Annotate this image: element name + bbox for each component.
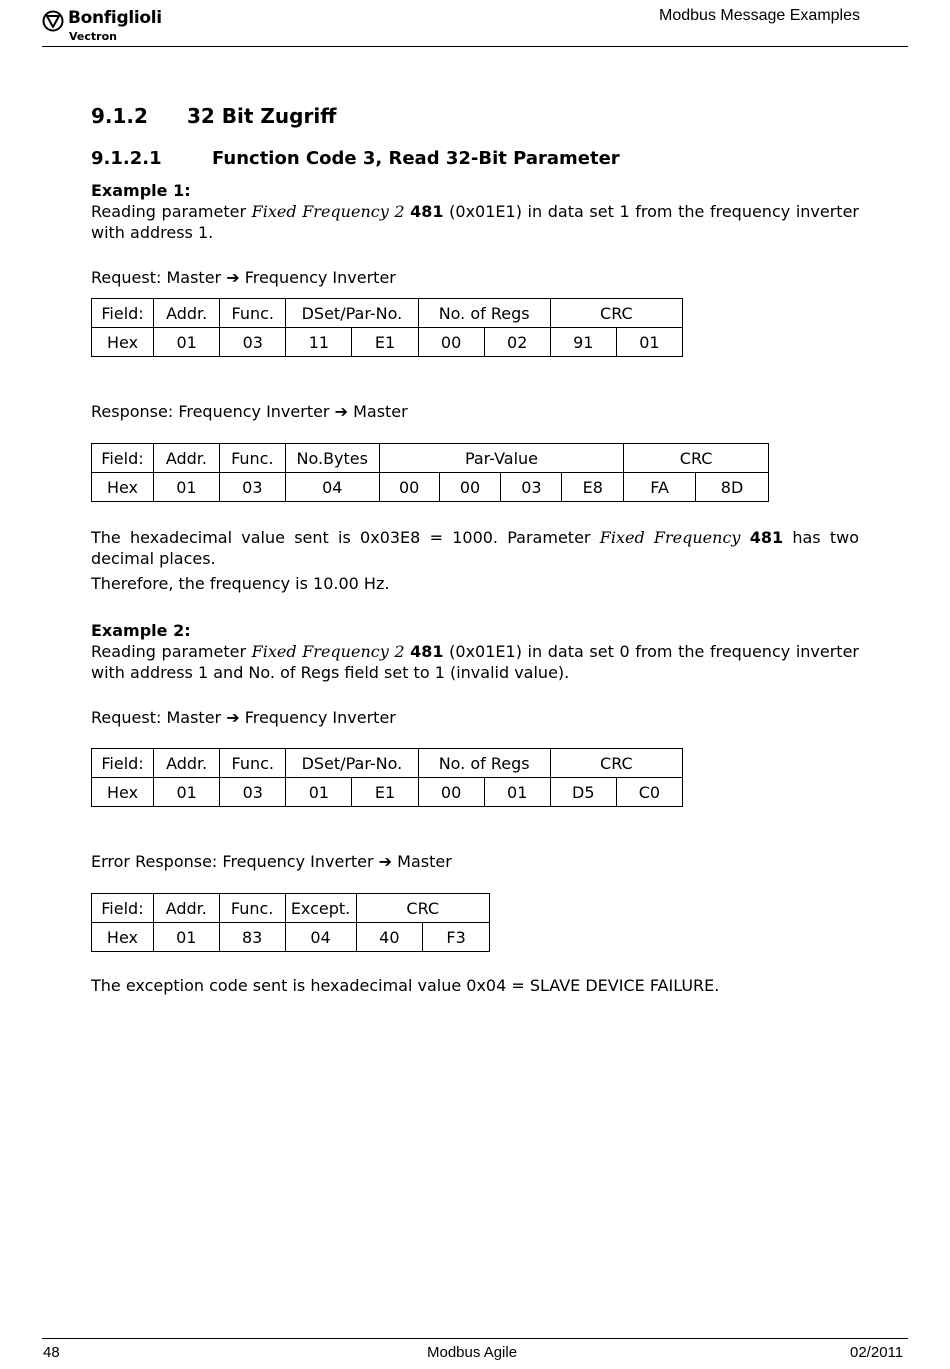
table-header-cell: DSet/Par-No. [286, 749, 418, 778]
table-cell: D5 [550, 778, 616, 807]
table-cell: 01 [616, 328, 682, 357]
table-header-cell: Func. [220, 749, 286, 778]
table-cell: E1 [352, 328, 418, 357]
table-cell: 01 [154, 778, 220, 807]
table-header-cell: Func. [220, 299, 286, 328]
table-header-cell: Func. [219, 894, 285, 923]
param-name: Fixed Frequency [599, 528, 741, 547]
example1-heading: Example 1: [91, 181, 191, 200]
example2-request-table [91, 748, 683, 807]
table-cell: 11 [286, 328, 352, 357]
table-cell: 00 [418, 328, 484, 357]
table-header-cell: No. of Regs [418, 749, 550, 778]
example2-error-table [91, 893, 490, 952]
table-header-cell: Addr. [154, 299, 220, 328]
table-cell: FA [624, 473, 696, 502]
table-cell: F3 [423, 923, 490, 952]
example2-request-label: Request: Master ➔ Frequency Inverter [91, 708, 396, 727]
example2-heading: Example 2: [91, 621, 191, 640]
brand-subname: Vectron [69, 30, 117, 43]
bonfiglioli-logo-icon [42, 10, 64, 32]
page-header-title: Modbus Message Examples [659, 7, 860, 24]
table-cell: 03 [501, 473, 562, 502]
table-header-cell: Addr. [153, 444, 219, 473]
subsection-title: Function Code 3, Read 32-Bit Parameter [212, 148, 620, 169]
table-cell: 01 [154, 328, 220, 357]
table-row-label: Hex [92, 778, 154, 807]
table-row-label: Hex [92, 473, 154, 502]
table-header-cell: Except. [285, 894, 356, 923]
table-header-cell: Field: [92, 444, 154, 473]
table-row [92, 894, 490, 923]
example1-description: Reading parameter Fixed Frequency 2 481 (0x01E1) in data set 1 from the frequency inverter with address 1. [91, 202, 859, 242]
example1-response-label: Response: Frequency Inverter ➔ Master [91, 402, 408, 421]
subsection-number: 9.1.2.1 [91, 148, 162, 169]
table-header-cell: Addr. [154, 749, 220, 778]
param-number: 481 [749, 528, 784, 547]
table-cell: 04 [285, 473, 379, 502]
example1-block [91, 180, 859, 243]
footer-document-title: Modbus Agile [427, 1344, 518, 1361]
table-header-cell: CRC [624, 444, 769, 473]
table-cell: 02 [484, 328, 550, 357]
param-name: Fixed Frequency 2 [251, 642, 405, 661]
example1-request-table [91, 298, 683, 357]
table-row [92, 749, 683, 778]
table-cell: 01 [153, 923, 219, 952]
table-cell: 03 [220, 328, 286, 357]
table-header-cell: Func. [219, 444, 285, 473]
table-header-cell: No.Bytes [285, 444, 379, 473]
table-cell: E8 [562, 473, 624, 502]
table-cell: 91 [550, 328, 616, 357]
table-cell: 8D [696, 473, 769, 502]
brand-name: Bonfiglioli [68, 8, 162, 28]
footer-date: 02/2011 [850, 1344, 904, 1361]
example2-note: The exception code sent is hexadecimal value 0x04 = SLAVE DEVICE FAILURE. [91, 976, 720, 995]
brand-logo [42, 8, 182, 44]
table-cell: 04 [285, 923, 356, 952]
table-cell: 00 [418, 778, 484, 807]
header-divider [42, 46, 908, 47]
example1-response-table [91, 443, 769, 502]
table-cell: 03 [219, 473, 285, 502]
table-cell: 01 [484, 778, 550, 807]
page-number: 48 [43, 1344, 60, 1361]
table-row [92, 444, 769, 473]
section-number: 9.1.2 [91, 104, 148, 128]
table-header-cell: Addr. [153, 894, 219, 923]
table-header-cell: No. of Regs [418, 299, 550, 328]
table-header-cell: Par-Value [379, 444, 624, 473]
table-row [92, 778, 683, 807]
table-header-cell: Field: [92, 749, 154, 778]
example1-result: Therefore, the frequency is 10.00 Hz. [91, 574, 390, 593]
table-header-cell: DSet/Par-No. [286, 299, 418, 328]
example2-block [91, 620, 859, 683]
example2-description: Reading parameter Fixed Frequency 2 481 (0x01E1) in data set 0 from the frequency inverter with address 1 and No. of Regs field set to 1 (invalid value). [91, 642, 859, 682]
table-row [92, 299, 683, 328]
param-name: Fixed Frequency 2 [251, 202, 405, 221]
example1-note: The hexadecimal value sent is 0x03E8 = 1000. Parameter Fixed Frequency 481 has two decimal places. [91, 528, 860, 568]
footer-divider [42, 1338, 908, 1339]
table-cell: 01 [286, 778, 352, 807]
table-header-cell: CRC [550, 749, 682, 778]
table-cell: E1 [352, 778, 418, 807]
table-row [92, 328, 683, 357]
table-cell: 00 [379, 473, 439, 502]
section-title: 32 Bit Zugriff [187, 104, 337, 128]
table-row [92, 473, 769, 502]
table-cell: C0 [616, 778, 682, 807]
table-row [92, 923, 490, 952]
table-row-label: Hex [92, 328, 154, 357]
table-header-cell: CRC [356, 894, 490, 923]
table-header-cell: Field: [92, 299, 154, 328]
table-cell: 03 [220, 778, 286, 807]
table-row-label: Hex [92, 923, 154, 952]
table-header-cell: CRC [550, 299, 682, 328]
table-cell: 01 [153, 473, 219, 502]
param-number: 481 [410, 202, 444, 221]
table-header-cell: Field: [92, 894, 154, 923]
param-number: 481 [410, 642, 444, 661]
table-cell: 00 [439, 473, 501, 502]
table-cell: 83 [219, 923, 285, 952]
table-cell: 40 [356, 923, 423, 952]
example2-error-label: Error Response: Frequency Inverter ➔ Master [91, 852, 452, 871]
example1-request-label: Request: Master ➔ Frequency Inverter [91, 268, 396, 287]
